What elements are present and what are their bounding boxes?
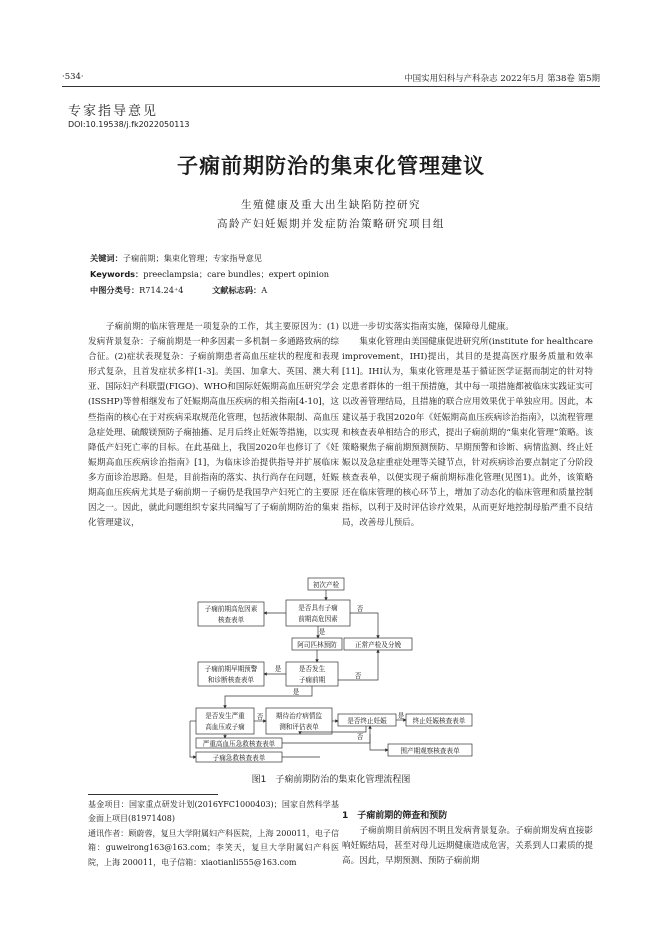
doi: DOI:10.19538/j.fk2022050113	[68, 120, 190, 129]
section-1-heading: 1 子痫前期的筛查和预防	[342, 811, 448, 821]
correspondence-note: 通讯作者：顾蔚蓉，复旦大学附属妇产科医院，上海 200011，电子信箱：guweirong163@163.com；李笑天，复旦大学附属妇产科医院，上海 200011，电子信箱：xiaotianli555@163.com	[88, 828, 339, 867]
node-pe-label-1: 是否发生	[298, 665, 326, 673]
footnotes	[88, 798, 339, 870]
node-terminate-checklist-label: 终止妊娠核查表单	[412, 717, 466, 725]
keywords-en-label: Keywords：	[90, 269, 144, 279]
node-risk-checklist-label-1: 子痫前期高危因素	[204, 605, 258, 613]
node-high-risk-label-2: 前期高危因素	[298, 615, 338, 623]
node-routine-label: 正常产检及分娩	[354, 641, 402, 649]
body-left-column	[88, 320, 339, 531]
edge-label-yes: 是	[274, 665, 282, 673]
clc-value: R714.24⁺4	[139, 285, 184, 295]
article-title: 子痫前期防治的集束化管理建议	[177, 153, 485, 178]
footnote-rule	[88, 794, 218, 795]
doc-code-label: 文献标志码：	[212, 285, 262, 295]
edge-label-yes: 是	[397, 712, 405, 720]
edge-label-yes: 是	[318, 628, 326, 636]
column-label: 专家指导意见	[68, 104, 159, 119]
funding-note: 基金项目：国家重点研发计划(2016YFC1000403)；国家自然科学基金面上项目(81971408)	[88, 800, 339, 824]
node-severe-label-2: 高血压或子痫	[205, 723, 245, 731]
section-1-body	[342, 824, 593, 869]
node-severe-htn-label: 严重高血压急救核查表单	[202, 740, 276, 748]
node-terminate-label: 是否终止妊娠	[347, 717, 387, 725]
edge-label-yes: 是	[292, 688, 300, 696]
keywords-en-value: preeclampsia；care bundles；expert opinion	[143, 269, 330, 279]
page-number: ·534·	[62, 72, 84, 82]
keywords-cn	[90, 252, 262, 265]
classification	[90, 284, 267, 297]
node-eclampsia-label: 子痫急救核查表单	[212, 754, 266, 762]
edge-label-no: 否	[256, 713, 264, 721]
node-puerperium-label: 围产期观察核查表单	[400, 747, 460, 755]
journal-header: 中国实用妇科与产科杂志 2022年5月 第38卷 第5期	[404, 74, 600, 84]
body-paragraph: 以进一步切实落实指南实施，保障母儿健康。	[342, 322, 514, 332]
clc-label: 中图分类号：	[90, 285, 140, 295]
keywords-cn-value: 子痫前期；集束化管理；专家指导意见	[122, 253, 262, 263]
node-aspirin-label: 阿司匹林预防	[297, 641, 337, 649]
body-paragraph: 集束化管理由美国健康促进研究所(institute for healthcare improvement，IHI)提出，其目的是提高医疗服务质量和效率[11]。IHI认为，集束化管理是基于循证医学证据而制定的针对特定患者群体的一组干预措施，其中每一项措施都被临床实践证实可以改善管理结局，且措施的联合应用效果优于单独应用。因此，本建议基于我国2020年《妊娠期高血压疾病诊治指南》，以流程管理和核查表单相结合的形式，提出子痫前期的“集束化管理”策略。该策略聚焦子痫前期预测预防、早期预警和诊断、病情监测、终止妊娠以及急症重症处理等关键节点，针对疾病诊治要点制定了分阶段核查表单，以便实现子痫前期标准化管理(见图1)。此外，该策略还在临床管理的核心环节上，增加了动态化的临床管理和质量控制指标，以利于及时评估诊疗效果，从而更好地控制母胎严重不良结局，改善母儿预后。	[342, 337, 593, 529]
section-1-paragraph: 子痫前期目前病因不明且发病背景复杂。子痫前期发病直接影响妊娠结局，甚至对母儿远期健康造成危害，关系到人口素质的提高。因此，早期预测、预防子痫前期	[342, 826, 593, 867]
author-line-2: 高龄产妇妊娠期并发症防治策略研究项目组	[217, 218, 445, 230]
body-right-column	[342, 320, 593, 531]
node-expectant-label-1: 期待治疗病情监	[275, 712, 323, 720]
header-rule	[62, 86, 600, 87]
edge-label-no: 否	[356, 733, 364, 741]
keywords-cn-label: 关键词：	[90, 253, 123, 263]
figure-caption: 图1 子痫前期防治的集束化管理流程图	[251, 775, 411, 785]
node-severe-label-1: 是否发生严重	[205, 712, 245, 720]
edge-label-no: 否	[356, 605, 364, 613]
edge-label-no: 否	[354, 672, 362, 680]
body-paragraph: 子痫前期的临床管理是一项复杂的工作，其主要原因为：(1)发病背景复杂：子痫前期是一种多因素－多机制－多通路致病的综合征。(2)症状表现复杂：子痫前期患者高血压症状的程度和表现形式复杂，且首发症状多样[1-3]。美国、加拿大、英国、澳大利亚、国际妇产科联盟(FIGO)、WHO和国际妊娠期高血压研究学会(ISSHP)等曾相继发布了妊娠期高血压疾病的相关指南[4-10]，这些指南的核心在于对疾病采取规范化管理，包括液体限制、高血压急症处理、硫酸镁预防子痫抽搐、足月后终止妊娠等措施，以实现降低产妇死亡率的目标。在此基础上，我国2020年也修订了《妊娠期高血压疾病诊治指南》[1]，为临床诊治提供指导并扩展临床多方面诊治思路。但是，目前指南的落实、执行尚存在问题，妊娠期高血压疾病尤其是子痫前期－子痫仍是我国孕产妇死亡的主要原因之一。因此，就此问题组织专家共同编写了子痫前期防治的集束化管理建议，	[88, 322, 340, 529]
node-high-risk-label-1: 是否具有子痫	[298, 604, 338, 612]
node-early-warning-label-2: 和诊断核查表单	[207, 676, 255, 684]
node-early-warning-label-1: 子痫前期早期预警	[204, 665, 258, 673]
keywords-en	[90, 268, 329, 281]
node-risk-checklist-label-2: 核查表单	[217, 616, 245, 624]
node-expectant-label-2: 测和评估表单	[279, 723, 319, 731]
node-first-visit-label: 初次产检	[312, 581, 340, 589]
author-line-1: 生殖健康及重大出生缺陷防控研究	[241, 199, 421, 211]
doc-code-value: A	[261, 285, 268, 295]
node-pe-label-2: 子痫前期	[298, 676, 326, 684]
flowchart	[170, 576, 490, 764]
